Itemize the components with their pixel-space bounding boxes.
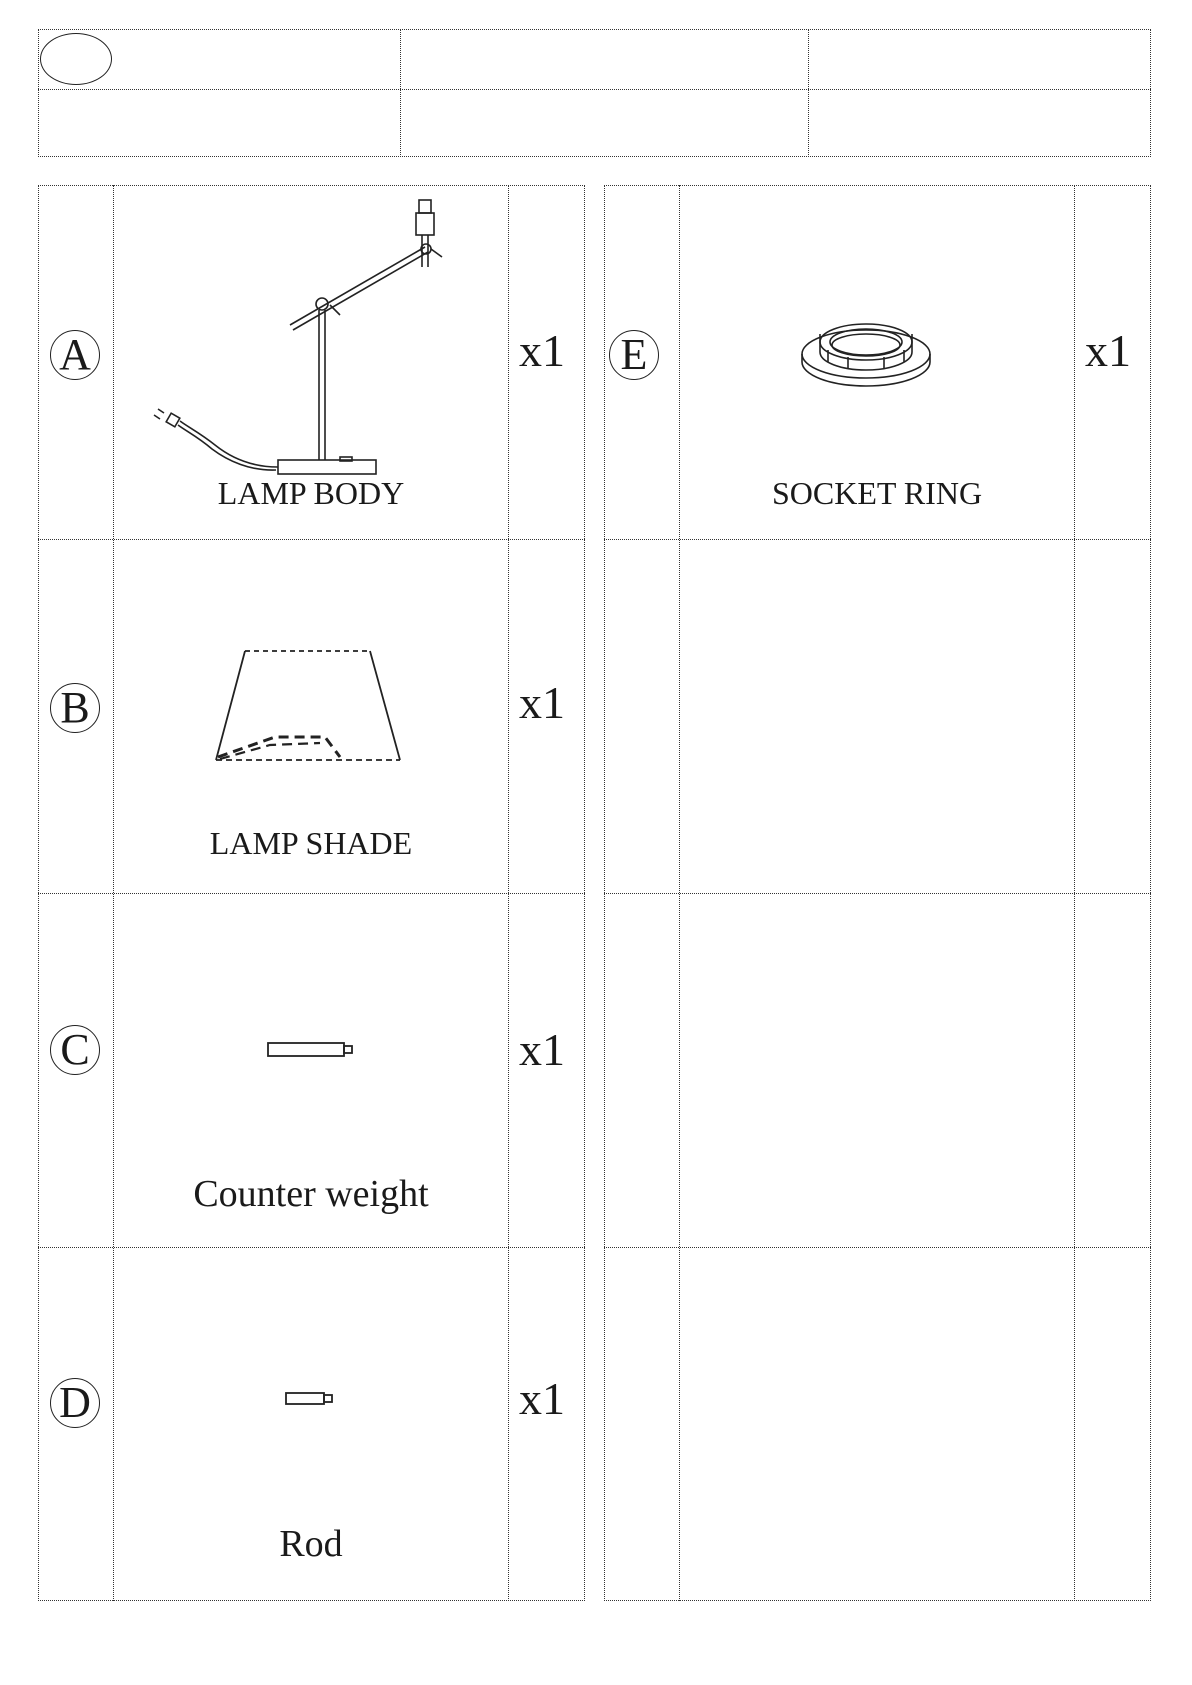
left-row-divider-1 xyxy=(38,539,585,540)
lamp-shade-illustration xyxy=(210,645,410,765)
part-letter-d: D xyxy=(50,1378,100,1428)
part-letter-c: C xyxy=(50,1025,100,1075)
header-table xyxy=(38,29,1151,157)
part-qty-e: x1 xyxy=(1085,325,1131,376)
part-name-b: LAMP SHADE xyxy=(209,825,413,861)
part-letter-e: E xyxy=(609,330,659,380)
header-logo-oval xyxy=(40,33,112,85)
right-row-divider-2 xyxy=(604,893,1151,894)
part-qty-a: x1 xyxy=(519,325,565,376)
socket-ring-illustration xyxy=(798,312,938,387)
part-name-e: SOCKET RING xyxy=(771,475,983,511)
part-qty-c: x1 xyxy=(519,1024,565,1075)
left-row-divider-2 xyxy=(38,893,585,894)
part-letter-a: A xyxy=(50,330,100,380)
part-name-a: LAMP BODY xyxy=(217,475,405,511)
part-name-c: Counter weight xyxy=(193,1173,429,1215)
lamp-body-illustration xyxy=(170,195,470,475)
header-col-divider-2 xyxy=(808,29,809,157)
part-qty-d: x1 xyxy=(519,1373,565,1424)
counter-weight-illustration xyxy=(266,1040,356,1060)
right-row-divider-1 xyxy=(604,539,1151,540)
header-col-divider-1 xyxy=(400,29,401,157)
rod-illustration xyxy=(284,1390,344,1410)
right-row-divider-3 xyxy=(604,1247,1151,1248)
header-row-divider xyxy=(38,89,1151,90)
part-letter-b: B xyxy=(50,683,100,733)
part-name-d: Rod xyxy=(279,1523,343,1565)
left-row-divider-3 xyxy=(38,1247,585,1248)
part-qty-b: x1 xyxy=(519,677,565,728)
